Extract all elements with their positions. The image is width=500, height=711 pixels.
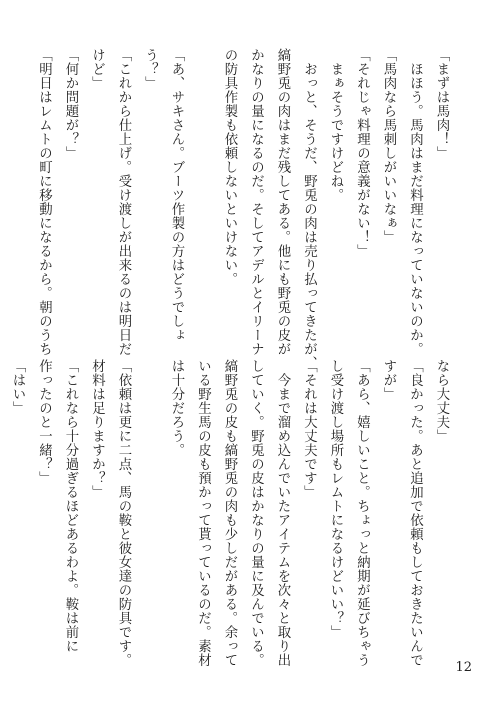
text-line: まぁそうですけどね。 <box>328 48 343 202</box>
text-line: 材料は足りますか？」 <box>89 359 105 499</box>
text-line: 「良かった。あと追加で依頼もしておきたいんで <box>407 359 423 667</box>
text-line: 「依頼は更に二点、馬の鞍と彼女達の防具です。 <box>116 359 131 667</box>
text-line <box>136 359 163 659</box>
text-line: 「何か問題が？」 <box>63 48 78 160</box>
text-line: すが」 <box>381 359 396 401</box>
text-line: していく。野兎の皮はかなりの量に及んでいる。 <box>248 359 264 667</box>
text-line: なら大丈夫」 <box>434 359 449 443</box>
text-line: かなりの量になるのだ。そしてアデルとイリーナ <box>248 48 264 356</box>
text-line: 今まで溜め込んでいたアイテムを次々と取り出 <box>275 359 290 667</box>
text-line: 作ったのと一緒？」 <box>36 359 52 485</box>
text-line: の防具作製も依頼しないといけない。 <box>222 48 237 286</box>
text-line: 「あら、嬉しいこと。ちょっと納期が延びちゃう <box>354 359 370 667</box>
upper-text-block <box>30 48 454 370</box>
text-line: 「これから仕上げ。受け渡しが出来るのは明日だ <box>116 48 131 356</box>
text-line: 「明日はレムトの町に移動になるから。朝のうち <box>36 48 52 356</box>
text-line: う？」 <box>142 48 158 90</box>
text-line: 「馬肉なら馬刺しがいいなぁ」 <box>381 48 396 244</box>
text-line: おっと、そうだ、野兎の肉は売り払ってきたが、 <box>301 48 317 370</box>
text-line: 「それじゃ料理の意義がない！」 <box>354 48 370 258</box>
page-number: 12 <box>455 660 472 675</box>
text-line: は十分だろう。 <box>169 359 184 457</box>
text-line: 「それは大丈夫です」 <box>301 359 317 499</box>
text-line: 「あ、サキさん。ブーツ作製の方はどうでしょ <box>169 48 184 342</box>
text-line: ほほう。馬肉はまだ料理になっていないのか。 <box>407 48 423 356</box>
text-line: 縞野兎の皮も縞野兎の肉も少しだがある。余って <box>222 359 237 667</box>
text-line: 「これなら十分過ぎるほどあるわよ。鞍は前に <box>63 359 78 653</box>
text-line: 「はい」 <box>10 359 25 415</box>
text-line <box>189 48 216 348</box>
text-line: し受け渡し場所もレムトになるけどいい？」 <box>328 359 343 639</box>
text-line: 縞野兎の肉はまだ残してある。他にも野兎の皮が <box>275 48 290 356</box>
text-line: けど」 <box>89 48 105 90</box>
text-line: いる野生馬の皮も預かって貰っているのだ。素材 <box>195 359 211 667</box>
text-line: 「まずは馬肉！」 <box>434 48 449 160</box>
lower-text-block <box>4 359 455 667</box>
